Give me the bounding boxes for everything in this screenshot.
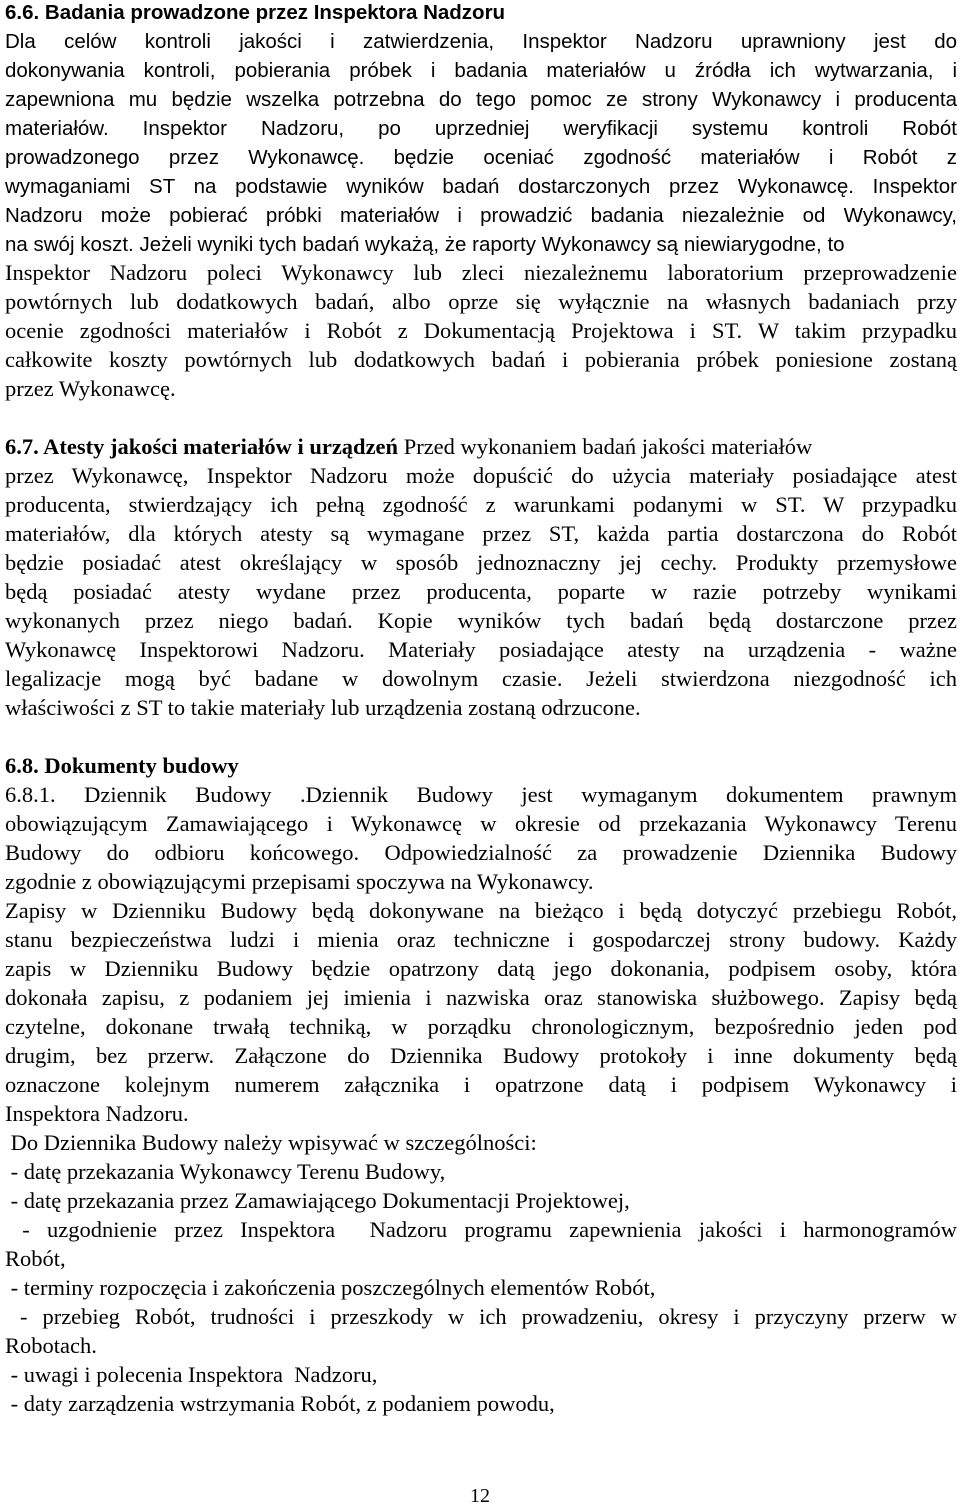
paragraph-line: Inspektor Nadzoru poleci Wykonawcy lub zleci niezależnemu laboratorium przeprowadzenie xyxy=(5,260,957,285)
paragraph-line: oznaczone kolejnym numerem załącznika i opatrzone datą i podpisem Wykonawcy i xyxy=(5,1072,957,1097)
paragraph-line: ocenie zgodności materiałów i Robót z Dokumentacją Projektowa i ST. W takim przypadku xyxy=(5,318,957,343)
paragraph-line: obowiązującym Zamawiającego i Wykonawcę w okresie od przekazania Wykonawcy Terenu xyxy=(5,811,957,836)
paragraph-line: przez Wykonawcę, Inspektor Nadzoru może dopuścić do użycia materiały posiadające atest xyxy=(5,463,957,488)
paragraph-line: 6.8.1. Dziennik Budowy .Dziennik Budowy jest wymaganym dokumentem prawnym xyxy=(5,782,957,807)
paragraph-line: wykonanych przez niego badań. Kopie wyników tych badań będą dostarczone przez xyxy=(5,608,957,633)
paragraph-line: Zapisy w Dzienniku Budowy będą dokonywane na bieżąco i będą dotyczyć przebiegu Robót, xyxy=(5,898,957,923)
list-item: - uzgodnienie przez Inspektora Nadzoru programu zapewnienia jakości i harmonogramów xyxy=(5,1217,957,1242)
paragraph-line: przez Wykonawcę. xyxy=(5,376,176,401)
paragraph-line: dokonała zapisu, z podaniem jej imienia i nazwiska oraz stanowiska służbowego. Zapisy będą xyxy=(5,985,957,1010)
paragraph-line: właściwości z ST to takie materiały lub urządzenia zostaną odrzucone. xyxy=(5,695,641,720)
list-item: - uwagi i polecenia Inspektora Nadzoru, xyxy=(5,1362,378,1387)
list-item: - terminy rozpoczęcia i zakończenia poszczególnych elementów Robót, xyxy=(5,1275,656,1300)
paragraph-line: powtórnych lub dodatkowych badań, albo oprze się wyłącznie na własnych badaniach przy xyxy=(5,289,957,314)
section-6-8-heading: 6.8. Dokumenty budowy xyxy=(5,753,239,778)
paragraph-line: materiałów, dla których atesty są wymagane przez ST, każda partia dostarczona do Robót xyxy=(5,521,957,546)
paragraph-line: Budowy do odbioru końcowego. Odpowiedzialność za prowadzenie Dziennika Budowy xyxy=(5,840,957,865)
paragraph-line: materiałów. Inspektor Nadzoru, po uprzedniej weryfikacji systemu kontroli Robót xyxy=(5,117,957,140)
section-6-7-first-line-text: Przed wykonaniem badań jakości materiałów xyxy=(398,434,813,459)
list-item-continuation: Robót, xyxy=(5,1246,66,1271)
paragraph-line: drugim, bez przerw. Załączone do Dziennika Budowy protokoły i inne dokumenty będą xyxy=(5,1043,957,1068)
paragraph-line: zgodnie z obowiązującymi przepisami spoczywa na Wykonawcy. xyxy=(5,869,594,894)
paragraph-line: zapis w Dzienniku Budowy będzie opatrzony datą jego dokonania, podpisem osoby, która xyxy=(5,956,957,981)
paragraph-line: producenta, stwierdzający ich pełną zgodność z warunkami podanymi w ST. W przypadku xyxy=(5,492,957,517)
paragraph-line: Wykonawcę Inspektorowi Nadzoru. Materiały posiadające atesty na urządzenia - ważne xyxy=(5,637,957,662)
paragraph-line: całkowite koszty powtórnych lub dodatkowych badań i pobierania próbek poniesione zostaną xyxy=(5,347,957,372)
list-item: - datę przekazania przez Zamawiającego Dokumentacji Projektowej, xyxy=(5,1188,630,1213)
paragraph-line: legalizacje mogą być badane w dowolnym czasie. Jeżeli stwierdzona niezgodność ich xyxy=(5,666,957,691)
list-item-continuation: Robotach. xyxy=(5,1333,97,1358)
page-number: 12 xyxy=(470,1485,490,1507)
paragraph-line: czytelne, dokonane trwałą techniką, w porządku chronologicznym, bezpośrednio jeden pod xyxy=(5,1014,957,1039)
paragraph-line: będzie posiadać atest określający w sposób jednoznaczny jej cechy. Produkty przemysłowe xyxy=(5,550,957,575)
list-intro-line: Do Dziennika Budowy należy wpisywać w szczególności: xyxy=(5,1130,537,1155)
paragraph-line: na swój koszt. Jeżeli wyniki tych badań wykażą, że raporty Wykonawcy są niewiarygodne, to xyxy=(5,233,845,256)
section-6-6-heading: 6.6. Badania prowadzone przez Inspektora Nadzoru xyxy=(5,1,506,24)
paragraph-line: prowadzonego przez Wykonawcę. będzie oceniać zgodność materiałów i Robót z xyxy=(5,146,957,169)
section-6-7-heading: 6.7. Atesty jakości materiałów i urządzeń xyxy=(5,434,399,459)
paragraph-line: wymaganiami ST na podstawie wyników badań dostarczonych przez Wykonawcę. Inspektor xyxy=(5,175,957,198)
paragraph-line: stanu bezpieczeństwa ludzi i mienia oraz techniczne i gospodarczej strony budowy. Każdy xyxy=(5,927,957,952)
list-item: - przebieg Robót, trudności i przeszkody w ich prowadzeniu, okresy i przyczyny przerw w xyxy=(5,1304,957,1329)
paragraph-line: dokonywania kontroli, pobierania próbek i badania materiałów u źródła ich wytwarzania, i xyxy=(5,59,957,82)
paragraph-line: Nadzoru może pobierać próbki materiałów i prowadzić badania niezależnie od Wykonawcy, xyxy=(5,204,957,227)
paragraph-line: zapewniona mu będzie wszelka potrzebna do tego pomoc ze strony Wykonawcy i producenta xyxy=(5,88,957,111)
paragraph-line: będą posiadać atesty wydane przez producenta, poparte w razie potrzeby wynikami xyxy=(5,579,957,604)
list-item: - datę przekazania Wykonawcy Terenu Budowy, xyxy=(5,1159,446,1184)
paragraph-line: Dla celów kontroli jakości i zatwierdzenia, Inspektor Nadzoru uprawniony jest do xyxy=(5,30,957,53)
section-6-7-first-line xyxy=(5,432,957,461)
paragraph-line: Inspektora Nadzoru. xyxy=(5,1101,189,1126)
list-item: - daty zarządzenia wstrzymania Robót, z podaniem powodu, xyxy=(5,1391,555,1416)
